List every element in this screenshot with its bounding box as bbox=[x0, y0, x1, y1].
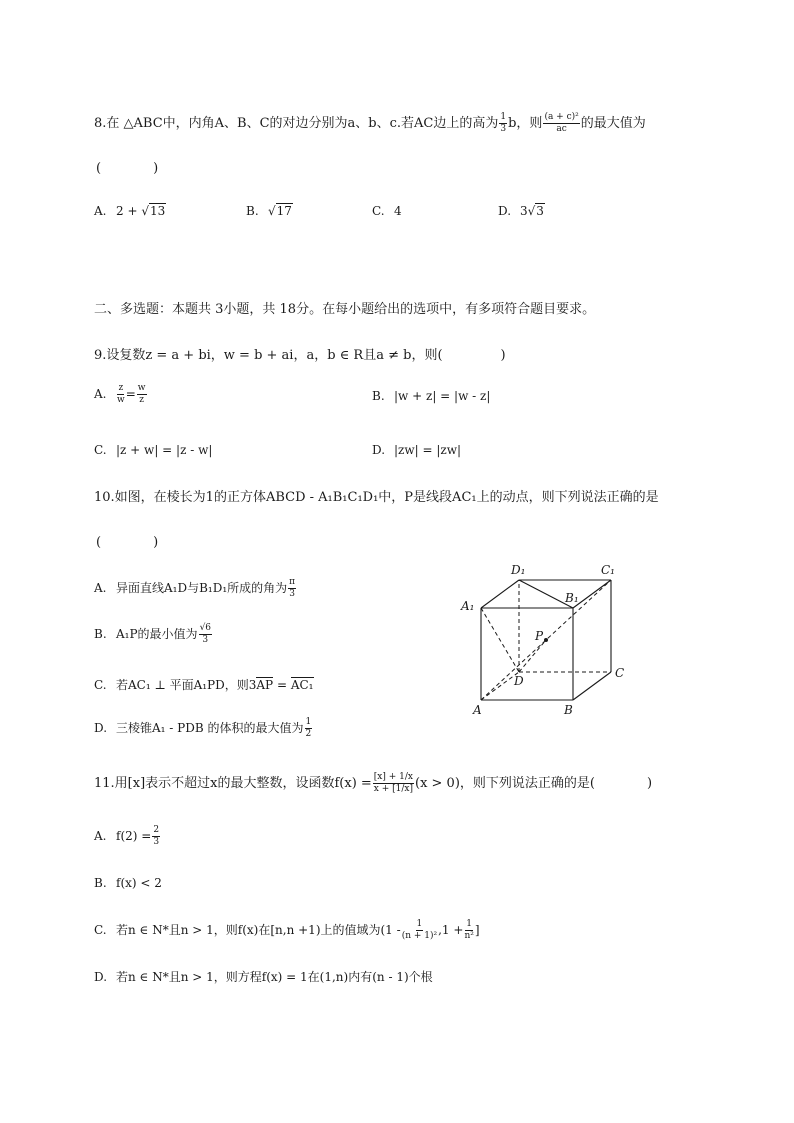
q10-option-a[interactable]: A. 异面直线A₁D与B₁D₁所成的角为 $\frac{\pi}{3}$ bbox=[94, 577, 296, 599]
q8-expression: $\frac{\text{(a + c)²}}{ac}$ bbox=[544, 112, 579, 134]
q11-option-c[interactable]: C. 若n ∈ N*且n > 1，则f(x)在[n,n +1)上的值域为(1 - $\frac{1}{\text{(n + 1)²}}$ ,1 + $\frac{1}{\text{n²}}$ ] bbox=[94, 919, 480, 941]
q8-option-a[interactable]: A. 2 + √13 bbox=[94, 204, 166, 218]
label-b: B bbox=[564, 703, 573, 717]
q8-stem: 8.在 △ABC中，内角A、B、C的对边分别为a、b、c.若AC边上的高为 $\frac{1}{3}$ b，则 $\frac{\text{(a + c)²}}{ac}$ 的最大值为 bbox=[94, 112, 646, 134]
q8-option-b[interactable]: B. √17 bbox=[246, 204, 292, 218]
q11-option-d[interactable]: D. 若n ∈ N*且n > 1，则方程f(x) = 1在(1,n)内有(n - 1)个根 bbox=[94, 970, 433, 984]
label-b1: B₁ bbox=[565, 591, 579, 605]
hidden-segment-d-p bbox=[519, 640, 546, 672]
q9-option-a[interactable]: A. $\frac{z}{w}$ = $\frac{w}{z}$ bbox=[94, 383, 146, 405]
q9-option-d[interactable]: D. |zw| = |zw| bbox=[372, 443, 462, 457]
q10-option-c[interactable]: C. 若AC₁ ⊥ 平面A₁PD，则3AP = AC₁ bbox=[94, 678, 314, 692]
q11-option-b[interactable]: B. f(x) < 2 bbox=[94, 876, 162, 890]
q11-stem: 11.用[x]表示不超过x的最大整数，设函数f(x) = $\frac{[x] + 1/x}{x + [1/x]}$ (x > 0)，则下列说法正确的是( ) bbox=[94, 772, 653, 794]
q8-answer-paren: ( ) bbox=[96, 161, 159, 176]
edge-a1-d1 bbox=[481, 580, 519, 608]
hidden-segment-a1-d bbox=[481, 608, 519, 672]
section-multiple-choice-header: 二、多选题：本题共 3小题，共 18分。在每小题给出的选项中，有多项符合题目要求。 bbox=[94, 302, 596, 317]
cube-figure bbox=[455, 560, 645, 720]
q8-option-c[interactable]: C. 4 bbox=[372, 204, 402, 218]
edge-b1-c1 bbox=[573, 580, 611, 608]
label-d: D bbox=[514, 674, 524, 688]
q9-stem: 9.设复数z = a + bi，w = b + ai，a，b ∈ R且a ≠ b，则( ) bbox=[94, 348, 506, 363]
label-a: A bbox=[473, 703, 482, 717]
q8-option-d[interactable]: D. 3√3 bbox=[498, 204, 544, 218]
label-c: C bbox=[615, 666, 625, 680]
q9-option-c[interactable]: C. |z + w| = |z - w| bbox=[94, 443, 213, 457]
q10-option-d[interactable]: D. 三棱锥A₁ - PDB 的体积的最大值为 $\frac{1}{2}$ bbox=[94, 717, 312, 739]
q10-stem: 10.如图，在棱长为1的正方体ABCD - A₁B₁C₁D₁中，P是线段AC₁上的动点，则下列说法正确的是 bbox=[94, 490, 659, 505]
q10-answer-paren: ( ) bbox=[96, 535, 159, 550]
q9-option-b[interactable]: B. |w + z| = |w - z| bbox=[372, 389, 491, 403]
label-p: P bbox=[535, 629, 544, 643]
q8-fraction: $\frac{1}{3}$ bbox=[500, 112, 507, 134]
edge-b-c bbox=[573, 672, 611, 700]
point-p bbox=[544, 638, 548, 642]
label-a1: A₁ bbox=[461, 599, 475, 613]
label-d1: D₁ bbox=[511, 563, 526, 577]
label-c1: C₁ bbox=[601, 563, 615, 577]
q10-option-b[interactable]: B. A₁P的最小值为 $\frac{√6}{3}$ bbox=[94, 623, 212, 645]
q11-option-a[interactable]: A. f(2) = $\frac{2}{3}$ bbox=[94, 825, 160, 847]
